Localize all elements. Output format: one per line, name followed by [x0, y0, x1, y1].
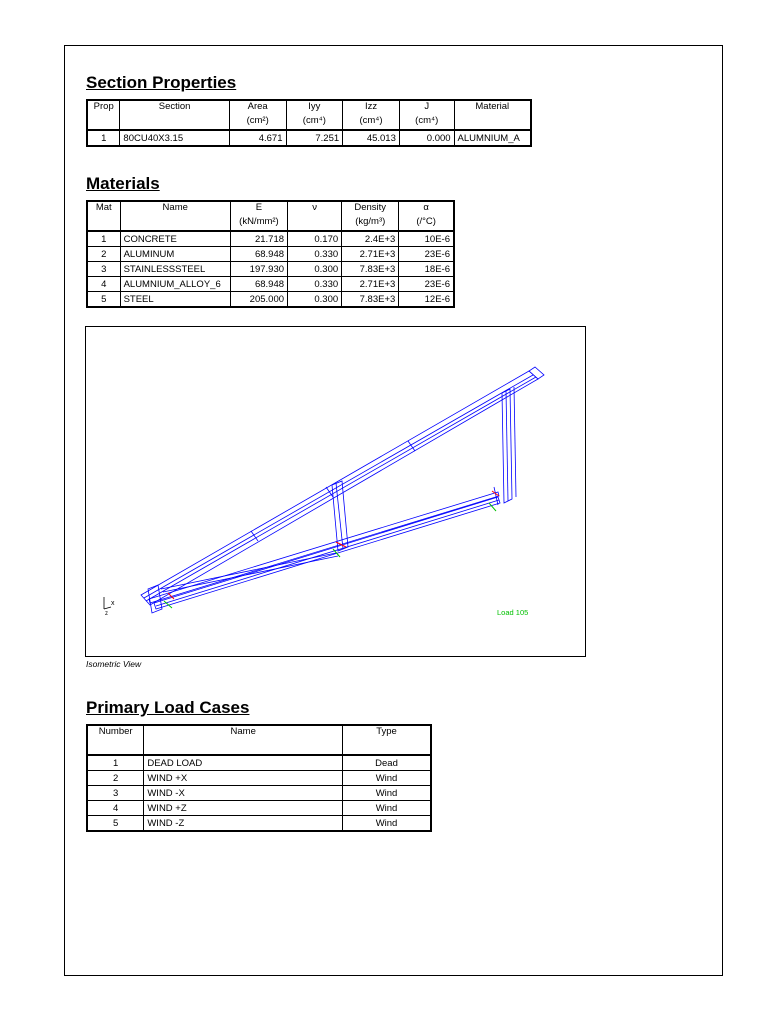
unit-cell: (kN/mm²) — [230, 216, 287, 231]
table-row — [87, 292, 454, 308]
table-row — [87, 130, 531, 146]
axis-z-label: z — [105, 611, 108, 617]
table-header-row — [87, 725, 431, 755]
cell-type: Wind — [343, 816, 431, 832]
unit-cell — [454, 115, 531, 130]
cell-prop: 1 — [87, 130, 120, 146]
header-cell: Number — [87, 725, 144, 755]
cell-izz: 45.013 — [343, 130, 400, 146]
cell-density: 7.83E+3 — [342, 262, 399, 277]
cell-material: ALUMNIUM_A — [454, 130, 531, 146]
header-cell: Material — [454, 100, 531, 115]
header-cell: Density — [342, 201, 399, 216]
materials-title: Materials — [86, 174, 160, 193]
table-units-row — [87, 115, 531, 130]
cell-alpha: 18E-6 — [399, 262, 454, 277]
table-row — [87, 755, 431, 771]
cell-nu: 0.170 — [288, 231, 342, 247]
cell-iyy: 7.251 — [286, 130, 343, 146]
cell-name: STEEL — [120, 292, 230, 308]
materials-table — [86, 200, 455, 308]
cell-name: CONCRETE — [120, 231, 230, 247]
cell-nu: 0.300 — [288, 262, 342, 277]
header-cell: Izz — [343, 100, 400, 115]
header-cell: E — [230, 201, 287, 216]
axis-x-label: x — [111, 600, 115, 607]
figure-caption: Isometric View — [86, 659, 142, 669]
cell-nu: 0.330 — [288, 247, 342, 262]
unit-cell: (cm⁴) — [343, 115, 400, 130]
cell-alpha: 10E-6 — [399, 231, 454, 247]
table-row — [87, 816, 431, 832]
cell-e: 21.718 — [230, 231, 287, 247]
cell-name: ALUMNIUM_ALLOY_6 — [120, 277, 230, 292]
cell-type: Dead — [343, 755, 431, 771]
cell-number: 2 — [87, 771, 144, 786]
header-cell: Mat — [87, 201, 120, 216]
load-cases-title: Primary Load Cases — [86, 698, 250, 717]
cell-density: 2.4E+3 — [342, 231, 399, 247]
cell-e: 205.000 — [230, 292, 287, 308]
unit-cell — [120, 216, 230, 231]
unit-cell — [120, 115, 229, 130]
cell-number: 4 — [87, 801, 144, 816]
load-cases-table — [86, 724, 432, 832]
cell-nu: 0.330 — [288, 277, 342, 292]
table-units-row — [87, 216, 454, 231]
header-cell: Area — [229, 100, 286, 115]
cell-name: WIND -X — [144, 786, 343, 801]
section-properties-title: Section Properties — [86, 73, 237, 92]
cell-alpha: 23E-6 — [399, 247, 454, 262]
cell-e: 68.948 — [230, 277, 287, 292]
unit-cell: (kg/m³) — [342, 216, 399, 231]
cell-mat: 4 — [87, 277, 120, 292]
cell-mat: 1 — [87, 231, 120, 247]
cell-j: 0.000 — [399, 130, 454, 146]
header-cell: Name — [144, 725, 343, 755]
table-row — [87, 771, 431, 786]
cell-name: WIND -Z — [144, 816, 343, 832]
table-row — [87, 277, 454, 292]
table-row — [87, 786, 431, 801]
cell-section: 80CU40X3.15 — [120, 130, 229, 146]
unit-cell: (cm⁴) — [399, 115, 454, 130]
cell-number: 3 — [87, 786, 144, 801]
cell-type: Wind — [343, 771, 431, 786]
header-cell: α — [399, 201, 454, 216]
cell-e: 197.930 — [230, 262, 287, 277]
unit-cell — [87, 216, 120, 231]
diagonal-brace — [149, 492, 499, 603]
axis-triad — [104, 597, 111, 609]
truss-frame-drawing — [86, 327, 585, 656]
cell-type: Wind — [343, 801, 431, 816]
cell-name: STAINLESSSTEEL — [120, 262, 230, 277]
table-row — [87, 231, 454, 247]
cell-alpha: 12E-6 — [399, 292, 454, 308]
cell-mat: 3 — [87, 262, 120, 277]
cell-density: 2.71E+3 — [342, 277, 399, 292]
table-row — [87, 247, 454, 262]
header-cell: Name — [120, 201, 230, 216]
cell-e: 68.948 — [230, 247, 287, 262]
header-cell: Section — [120, 100, 229, 115]
cell-mat: 5 — [87, 292, 120, 308]
cell-name: ALUMINUM — [120, 247, 230, 262]
cell-type: Wind — [343, 786, 431, 801]
unit-cell — [87, 115, 120, 130]
cell-number: 5 — [87, 816, 144, 832]
unit-cell: (/°C) — [399, 216, 454, 231]
cell-name: DEAD LOAD — [144, 755, 343, 771]
table-header-row — [87, 201, 454, 216]
header-cell: J — [399, 100, 454, 115]
unit-cell: (cm⁴) — [286, 115, 343, 130]
load-label: Load 105 — [497, 608, 529, 617]
header-cell: Prop — [87, 100, 120, 115]
unit-cell — [288, 216, 342, 231]
section-properties-table — [86, 99, 532, 147]
table-row — [87, 262, 454, 277]
table-header-row — [87, 100, 531, 115]
cell-number: 1 — [87, 755, 144, 771]
cell-name: WIND +X — [144, 771, 343, 786]
cell-mat: 2 — [87, 247, 120, 262]
unit-cell: (cm²) — [229, 115, 286, 130]
cell-density: 7.83E+3 — [342, 292, 399, 308]
cell-area: 4.671 — [229, 130, 286, 146]
cell-alpha: 23E-6 — [399, 277, 454, 292]
table-row — [87, 801, 431, 816]
header-cell: Iyy — [286, 100, 343, 115]
cell-name: WIND +Z — [144, 801, 343, 816]
cell-density: 2.71E+3 — [342, 247, 399, 262]
cell-nu: 0.300 — [288, 292, 342, 308]
header-cell: Type — [343, 725, 431, 755]
header-cell: ν — [288, 201, 342, 216]
